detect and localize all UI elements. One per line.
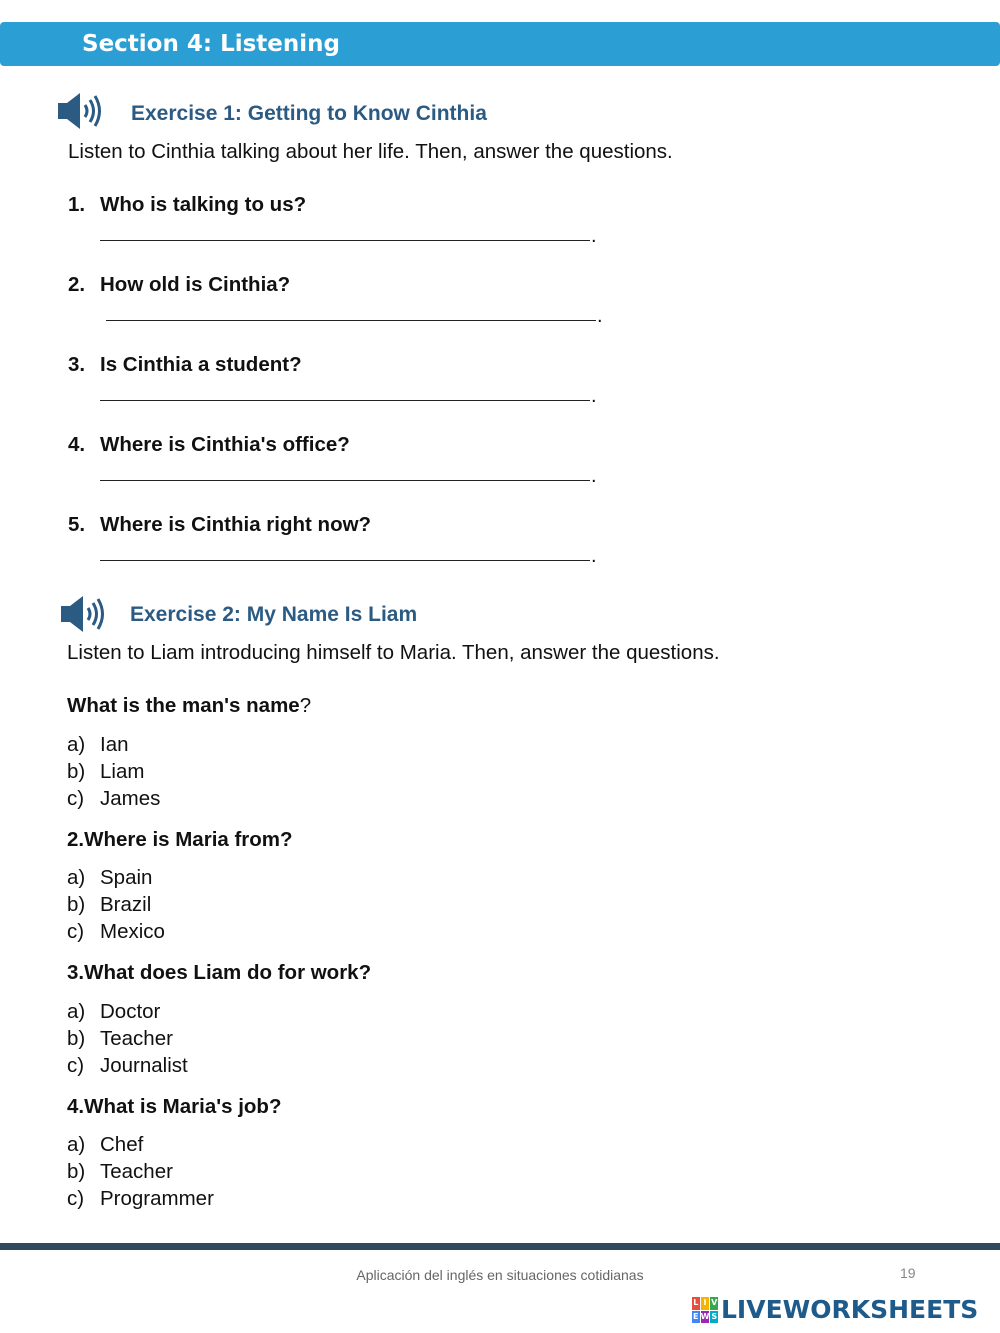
footer-bar: [0, 1243, 1000, 1250]
option-letter: b): [67, 1027, 86, 1050]
period-mark: .: [591, 385, 597, 407]
answer-line-5[interactable]: [100, 560, 590, 561]
option-c[interactable]: [67, 918, 165, 945]
option-letter: c): [67, 787, 85, 810]
exercise-1-title: Exercise 1: Getting to Know Cinthia: [131, 102, 487, 125]
section-title: Section 4: Listening: [82, 31, 340, 57]
option-c[interactable]: [67, 1052, 188, 1079]
question-4: [68, 432, 350, 458]
option-text: Chef: [100, 1133, 144, 1156]
option-letter: a): [67, 1133, 86, 1156]
option-text: Liam: [100, 760, 145, 783]
answer-line-3[interactable]: [100, 400, 590, 401]
question-number: 1.: [68, 193, 86, 216]
question-text: 3.What does Liam do for work?: [67, 961, 372, 984]
option-text: Ian: [100, 733, 129, 756]
option-b[interactable]: [67, 758, 160, 785]
liveworksheets-logo-icon: L I V E W S: [692, 1297, 718, 1323]
option-text: Programmer: [100, 1187, 214, 1210]
option-letter: b): [67, 893, 86, 916]
section-banner: [0, 22, 1000, 66]
option-b[interactable]: [67, 891, 165, 918]
answer-line-4[interactable]: [100, 480, 590, 481]
option-letter: c): [67, 1054, 85, 1077]
speaker-icon[interactable]: [59, 594, 107, 634]
option-a[interactable]: [67, 864, 165, 891]
option-text: Teacher: [100, 1027, 173, 1050]
question-text: 2.Where is Maria from?: [67, 828, 293, 851]
footer-text: Aplicación del inglés en situaciones cotidianas: [356, 1267, 644, 1283]
question-1: [68, 192, 306, 218]
option-text: Teacher: [100, 1160, 173, 1183]
speaker-icon[interactable]: [56, 91, 104, 131]
question-5: [68, 512, 371, 538]
exercise-2-instructions: Listen to Liam introducing himself to Maria. Then, answer the questions.: [67, 641, 720, 664]
option-letter: c): [67, 1187, 85, 1210]
option-a[interactable]: [67, 1131, 214, 1158]
option-letter: c): [67, 920, 85, 943]
period-mark: .: [591, 465, 597, 487]
question-number: 5.: [68, 513, 86, 536]
question-2: [68, 272, 290, 298]
question-text: Is Cinthia a student?: [100, 353, 302, 376]
options-list-4: [67, 1131, 214, 1212]
mc-question-1: [67, 693, 311, 719]
page-number: 19: [900, 1265, 916, 1281]
option-a[interactable]: [67, 731, 160, 758]
options-list-1: [67, 731, 160, 812]
option-text: Spain: [100, 866, 153, 889]
option-letter: a): [67, 1000, 86, 1023]
mc-question-3: [67, 960, 371, 986]
exercise-1-instructions: Listen to Cinthia talking about her life. Then, answer the questions.: [68, 140, 673, 163]
exercise-2-title: Exercise 2: My Name Is Liam: [130, 603, 418, 626]
question-text: Where is Cinthia right now?: [100, 513, 372, 536]
question-text: How old is Cinthia?: [100, 273, 291, 296]
brand-name: LIVEWORKSHEETS: [721, 1295, 979, 1324]
option-b[interactable]: [67, 1025, 188, 1052]
question-number: 2.: [68, 273, 86, 296]
answer-line-2[interactable]: [106, 320, 596, 321]
question-3: [68, 352, 302, 378]
option-b[interactable]: [67, 1158, 214, 1185]
option-letter: a): [67, 866, 86, 889]
option-c[interactable]: [67, 785, 160, 812]
option-text: Mexico: [100, 920, 165, 943]
options-list-3: [67, 998, 188, 1079]
mc-question-2: [67, 827, 293, 853]
question-mark: ?: [299, 694, 312, 717]
question-number: 4.: [68, 433, 86, 456]
answer-line-1[interactable]: [100, 240, 590, 241]
question-text: Who is talking to us?: [100, 193, 307, 216]
liveworksheets-brand[interactable]: [692, 1293, 978, 1327]
mc-question-4: [67, 1094, 281, 1120]
option-letter: a): [67, 733, 86, 756]
option-text: Journalist: [100, 1054, 188, 1077]
question-text: 4.What is Maria's job?: [67, 1095, 282, 1118]
period-mark: .: [591, 545, 597, 567]
question-number: 3.: [68, 353, 86, 376]
question-text: What is the man's name: [67, 694, 300, 717]
question-text: Where is Cinthia's office?: [100, 433, 350, 456]
period-mark: .: [597, 305, 603, 327]
option-letter: b): [67, 760, 86, 783]
option-text: Doctor: [100, 1000, 161, 1023]
option-a[interactable]: [67, 998, 188, 1025]
option-letter: b): [67, 1160, 86, 1183]
option-text: Brazil: [100, 893, 152, 916]
options-list-2: [67, 864, 165, 945]
option-c[interactable]: [67, 1185, 214, 1212]
option-text: James: [100, 787, 161, 810]
period-mark: .: [591, 225, 597, 247]
